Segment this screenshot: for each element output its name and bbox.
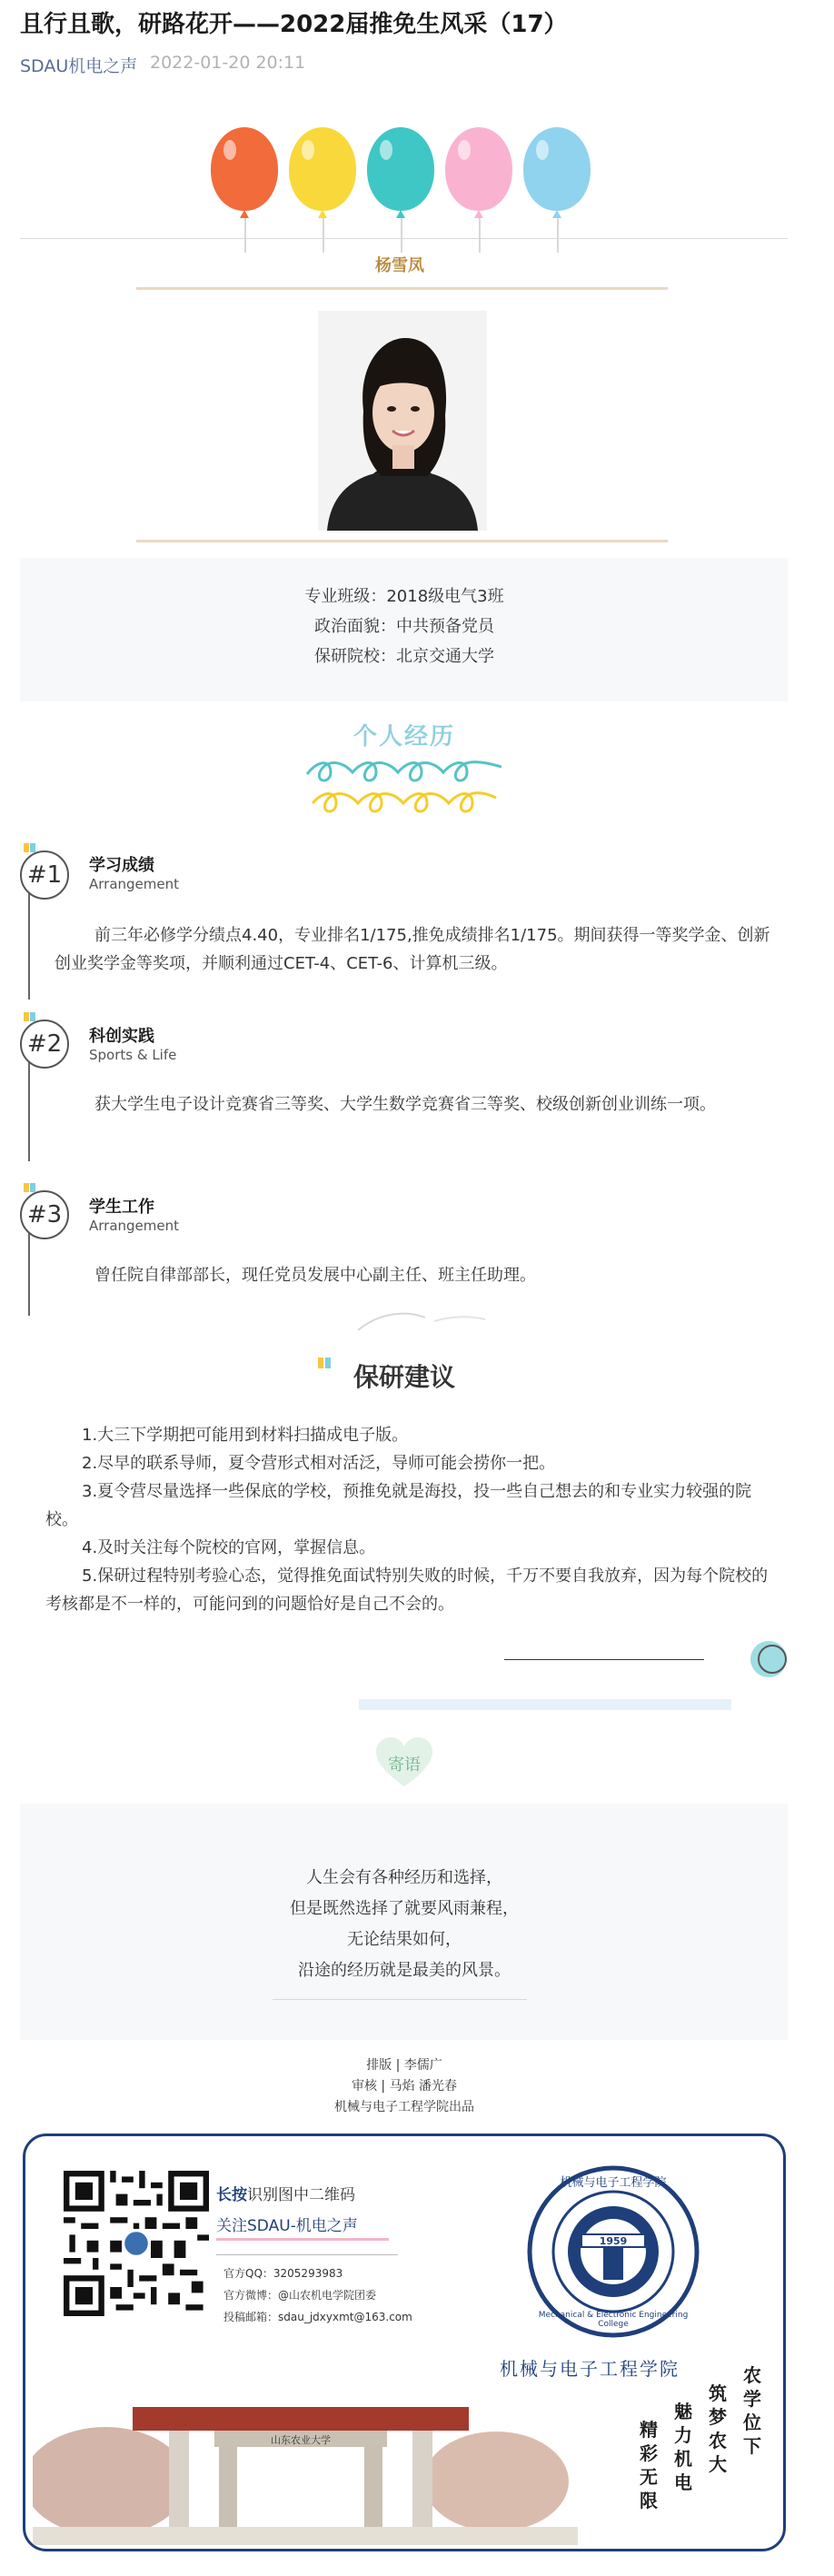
message-line: 无论结果如何， xyxy=(347,1930,462,1949)
message-panel xyxy=(20,1804,788,2040)
timeline-marker xyxy=(30,1183,35,1192)
campus-gate-image: 山东农业大学 xyxy=(33,2382,578,2545)
timeline-marker xyxy=(24,1183,29,1192)
item-body: 曾任院自律部部长，现任党员发展中心副主任、班主任助理。 xyxy=(94,1266,536,1285)
email-text: 投稿邮箱：sdau_jdxyxmt@163.com xyxy=(223,2311,412,2323)
student-name: 杨雪凤 xyxy=(375,256,424,275)
message-line: 人生会有各种经历和选择， xyxy=(306,1868,502,1887)
credit-layout: 排版 | 李儒广 xyxy=(366,2058,442,2073)
article-title: 且行且歌，研路花开——2022届推免生风采（17） xyxy=(20,11,568,38)
poem-column: 精彩无限 xyxy=(640,2419,658,2511)
credit-producer: 机械与电子工程学院出品 xyxy=(334,2100,474,2114)
advice-heading: 保研建议 xyxy=(352,1362,455,1392)
divider xyxy=(273,1999,527,2000)
class-line: 专业班级：2018级电气3班 xyxy=(304,587,504,606)
message-line: 但是既然选择了就要风雨兼程， xyxy=(290,1899,519,1918)
divider xyxy=(20,238,788,239)
poem-column: 魅力机电 xyxy=(674,2401,692,2493)
swoosh-decoration xyxy=(352,1308,489,1336)
item-body: 获大学生电子设计竞赛省三等奖、大学生数学竞赛省三等奖、校级创新创业训练一项。 xyxy=(94,1095,716,1114)
school-line: 保研院校：北京交通大学 xyxy=(314,647,494,666)
item-subtitle: Arrangement xyxy=(89,876,180,892)
advice-item: 1.大三下学期把可能用到材料扫描成电子版。 xyxy=(82,1426,409,1445)
timeline-number-1: #1 xyxy=(20,850,69,900)
college-seal: 机械与电子工程学院 Mechanical & Electronic Engineering College 1959 xyxy=(527,2165,700,2338)
message-line: 沿途的经历就是最美的风景。 xyxy=(298,1961,511,1980)
item-title: 学生工作 xyxy=(89,1198,154,1217)
publish-date: 2022-01-20 20:11 xyxy=(150,53,306,73)
item-title: 学习成绩 xyxy=(89,856,154,875)
timeline-marker xyxy=(30,1012,35,1021)
photo-underline xyxy=(136,540,668,542)
qq-text: 官方QQ：3205293983 xyxy=(223,2267,343,2280)
scan-text: 长按识别图中二维码 xyxy=(216,2186,355,2204)
follow-text: 关注SDAU-机电之声 xyxy=(216,2217,358,2235)
circle-decoration xyxy=(750,1641,787,1677)
name-underline xyxy=(136,287,668,290)
divider xyxy=(504,1659,704,1660)
divider xyxy=(216,2254,398,2255)
advice-item: 5.保研过程特别考验心态，觉得推免面试特别失败的时候，千万不要自我放弃，因为每个院校的考核都是不一样的，可能问到的问题恰好是自己不会的。 xyxy=(45,1566,769,1614)
timeline-number-2: #2 xyxy=(20,1019,69,1069)
student-photo xyxy=(318,311,487,531)
poem-column: 筑梦农大 xyxy=(709,2382,727,2475)
politics-line: 政治面貌：中共预备党员 xyxy=(314,617,494,636)
timeline-marker xyxy=(30,843,35,852)
college-name: 机械与电子工程学院 xyxy=(500,2358,680,2380)
weibo-text: 官方微博：@山农机电学院团委 xyxy=(223,2289,377,2302)
experience-heading: 个人经历 xyxy=(352,723,455,751)
timeline-number-3: #3 xyxy=(20,1190,69,1239)
item-title: 科创实践 xyxy=(89,1027,154,1046)
advice-item: 3.夏令营尽量选择一些保底的学校，预推免就是海投，投一些自己想去的和专业实力较强的院校。 xyxy=(45,1482,752,1529)
color-bar xyxy=(359,1699,731,1710)
account-link[interactable]: SDAU机电之声 xyxy=(20,56,138,76)
item-subtitle: Sports & Life xyxy=(89,1047,177,1063)
message-heading: 寄语 xyxy=(388,1755,421,1775)
accent-bar xyxy=(216,2238,389,2241)
footer-card xyxy=(23,2133,786,2551)
item-body: 前三年必修学分绩点4.40，专业排名1/175,推免成绩排名1/175。期间获得一等奖学金、创新创业奖学金等奖项，并顺利通过CET-4、CET-6、计算机三级。 xyxy=(55,926,770,973)
poem-column: 农学位下 xyxy=(743,2364,761,2457)
squiggle-decoration xyxy=(300,758,509,821)
timeline-marker xyxy=(24,1012,29,1021)
timeline-marker xyxy=(24,843,29,852)
advice-item: 2.尽早的联系导师，夏令营形式相对活泛，导师可能会捞你一把。 xyxy=(82,1454,556,1473)
credit-review: 审核 | 马焰 潘光春 xyxy=(351,2079,458,2094)
item-subtitle: Arrangement xyxy=(89,1218,180,1234)
advice-item: 4.及时关注每个院校的官网，掌握信息。 xyxy=(82,1538,376,1557)
qr-code[interactable] xyxy=(64,2171,209,2316)
